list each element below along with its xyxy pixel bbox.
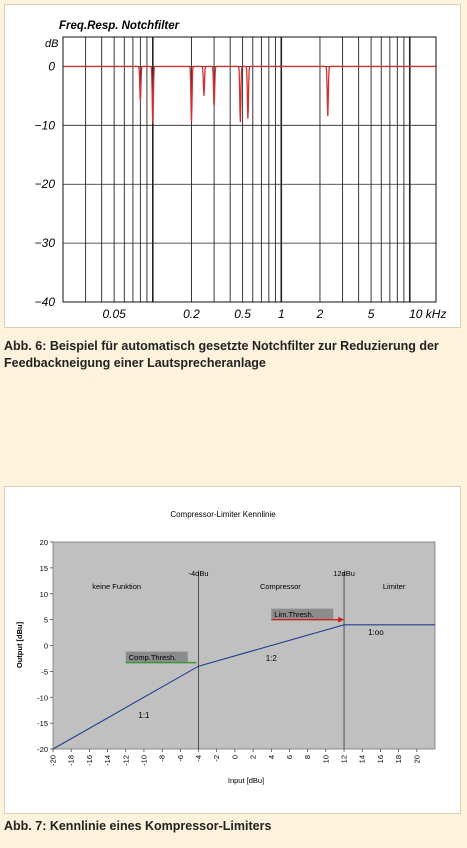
- figure-7-caption: Abb. 7: Kennlinie eines Kompressor-Limiters: [4, 819, 272, 833]
- notch-y-tick-label: −10: [34, 118, 55, 133]
- notch-x-tick-label: 1: [277, 307, 285, 321]
- region-label: Limiter: [382, 582, 406, 591]
- compressor-chart: [5, 487, 460, 813]
- ratio-label: 1:oo: [368, 628, 384, 638]
- x-tick-label: -2: [212, 755, 222, 762]
- region-label: Compressor: [259, 582, 301, 591]
- notch-y-axis-label: dB: [45, 38, 59, 50]
- x-tick-label: -4: [194, 755, 204, 762]
- compressor-plot-area: [53, 542, 435, 749]
- threshold-label: 12dBu: [333, 569, 355, 578]
- x-tick-label: 16: [375, 755, 385, 764]
- notch-x-tick-label: 0.05: [102, 307, 126, 321]
- y-tick-label: -10: [37, 693, 48, 703]
- ratio-label: 1:1: [138, 710, 150, 720]
- region-label: keine Funktion: [92, 582, 142, 591]
- notch-y-tick-label: −40: [34, 295, 55, 309]
- x-tick-label: -12: [121, 755, 131, 766]
- x-tick-label: 20: [412, 755, 422, 764]
- y-tick-label: 5: [43, 615, 48, 625]
- y-tick-label: 10: [39, 589, 48, 599]
- x-tick-label: -20: [48, 755, 58, 766]
- comp-thresh-label: Comp.Thresh.: [128, 653, 177, 663]
- notch-chart: [5, 5, 460, 327]
- notch-response-curve: [63, 66, 436, 123]
- x-tick-label: 14: [357, 755, 367, 764]
- compressor-chart-panel: [4, 486, 461, 814]
- x-tick-label: 2: [248, 755, 258, 760]
- x-tick-label: 18: [394, 755, 404, 764]
- notch-chart-title: Freq.Resp. Notchfilter: [59, 20, 180, 32]
- x-tick-label: -8: [157, 755, 167, 762]
- compressor-y-axis-label: Output [dBu]: [15, 621, 24, 669]
- y-tick-label: -15: [37, 719, 48, 729]
- y-tick-label: -5: [41, 667, 48, 677]
- x-tick-label: 4: [266, 755, 276, 760]
- notch-x-tick-label: 2: [316, 307, 324, 321]
- notch-y-tick-label: 0: [48, 59, 55, 74]
- notch-chart-panel: [4, 4, 461, 328]
- x-tick-label: 12: [339, 755, 349, 764]
- y-tick-label: 20: [39, 538, 48, 547]
- notch-x-tick-label: 10 kHz: [409, 307, 447, 321]
- figure-6-caption: Abb. 6: Beispiel für automatisch gesetzte Notchfilter zur Reduzierung der Feedbackneigung einer Lautsprecheranlage: [4, 339, 439, 370]
- x-tick-label: -14: [103, 755, 113, 766]
- compressor-chart-title: Compressor-Limiter Kennlinie: [170, 510, 276, 519]
- ratio-label: 1:2: [265, 654, 277, 664]
- notch-x-tick-label: 0.2: [183, 307, 200, 321]
- y-tick-label: -20: [37, 745, 48, 754]
- x-tick-label: 8: [303, 755, 313, 760]
- threshold-label: -4dBu: [188, 569, 209, 578]
- notch-x-tick-label: 5: [367, 307, 375, 321]
- y-tick-label: 15: [39, 563, 48, 573]
- x-tick-label: -16: [84, 755, 94, 766]
- notch-y-tick-label: −20: [34, 177, 55, 192]
- x-tick-label: -6: [175, 755, 185, 762]
- x-tick-label: -10: [139, 755, 149, 766]
- x-tick-label: 6: [284, 755, 294, 760]
- x-tick-label: -18: [66, 755, 76, 766]
- notch-x-tick-label: 0.5: [234, 307, 251, 321]
- y-tick-label: 0: [43, 641, 48, 651]
- x-tick-label: 0: [230, 755, 240, 760]
- notch-y-tick-label: −30: [34, 236, 55, 251]
- x-tick-label: 10: [321, 755, 331, 764]
- compressor-x-axis-label: Input [dBu]: [227, 776, 265, 785]
- lim-thresh-label: Lim.Thresh.: [274, 610, 314, 620]
